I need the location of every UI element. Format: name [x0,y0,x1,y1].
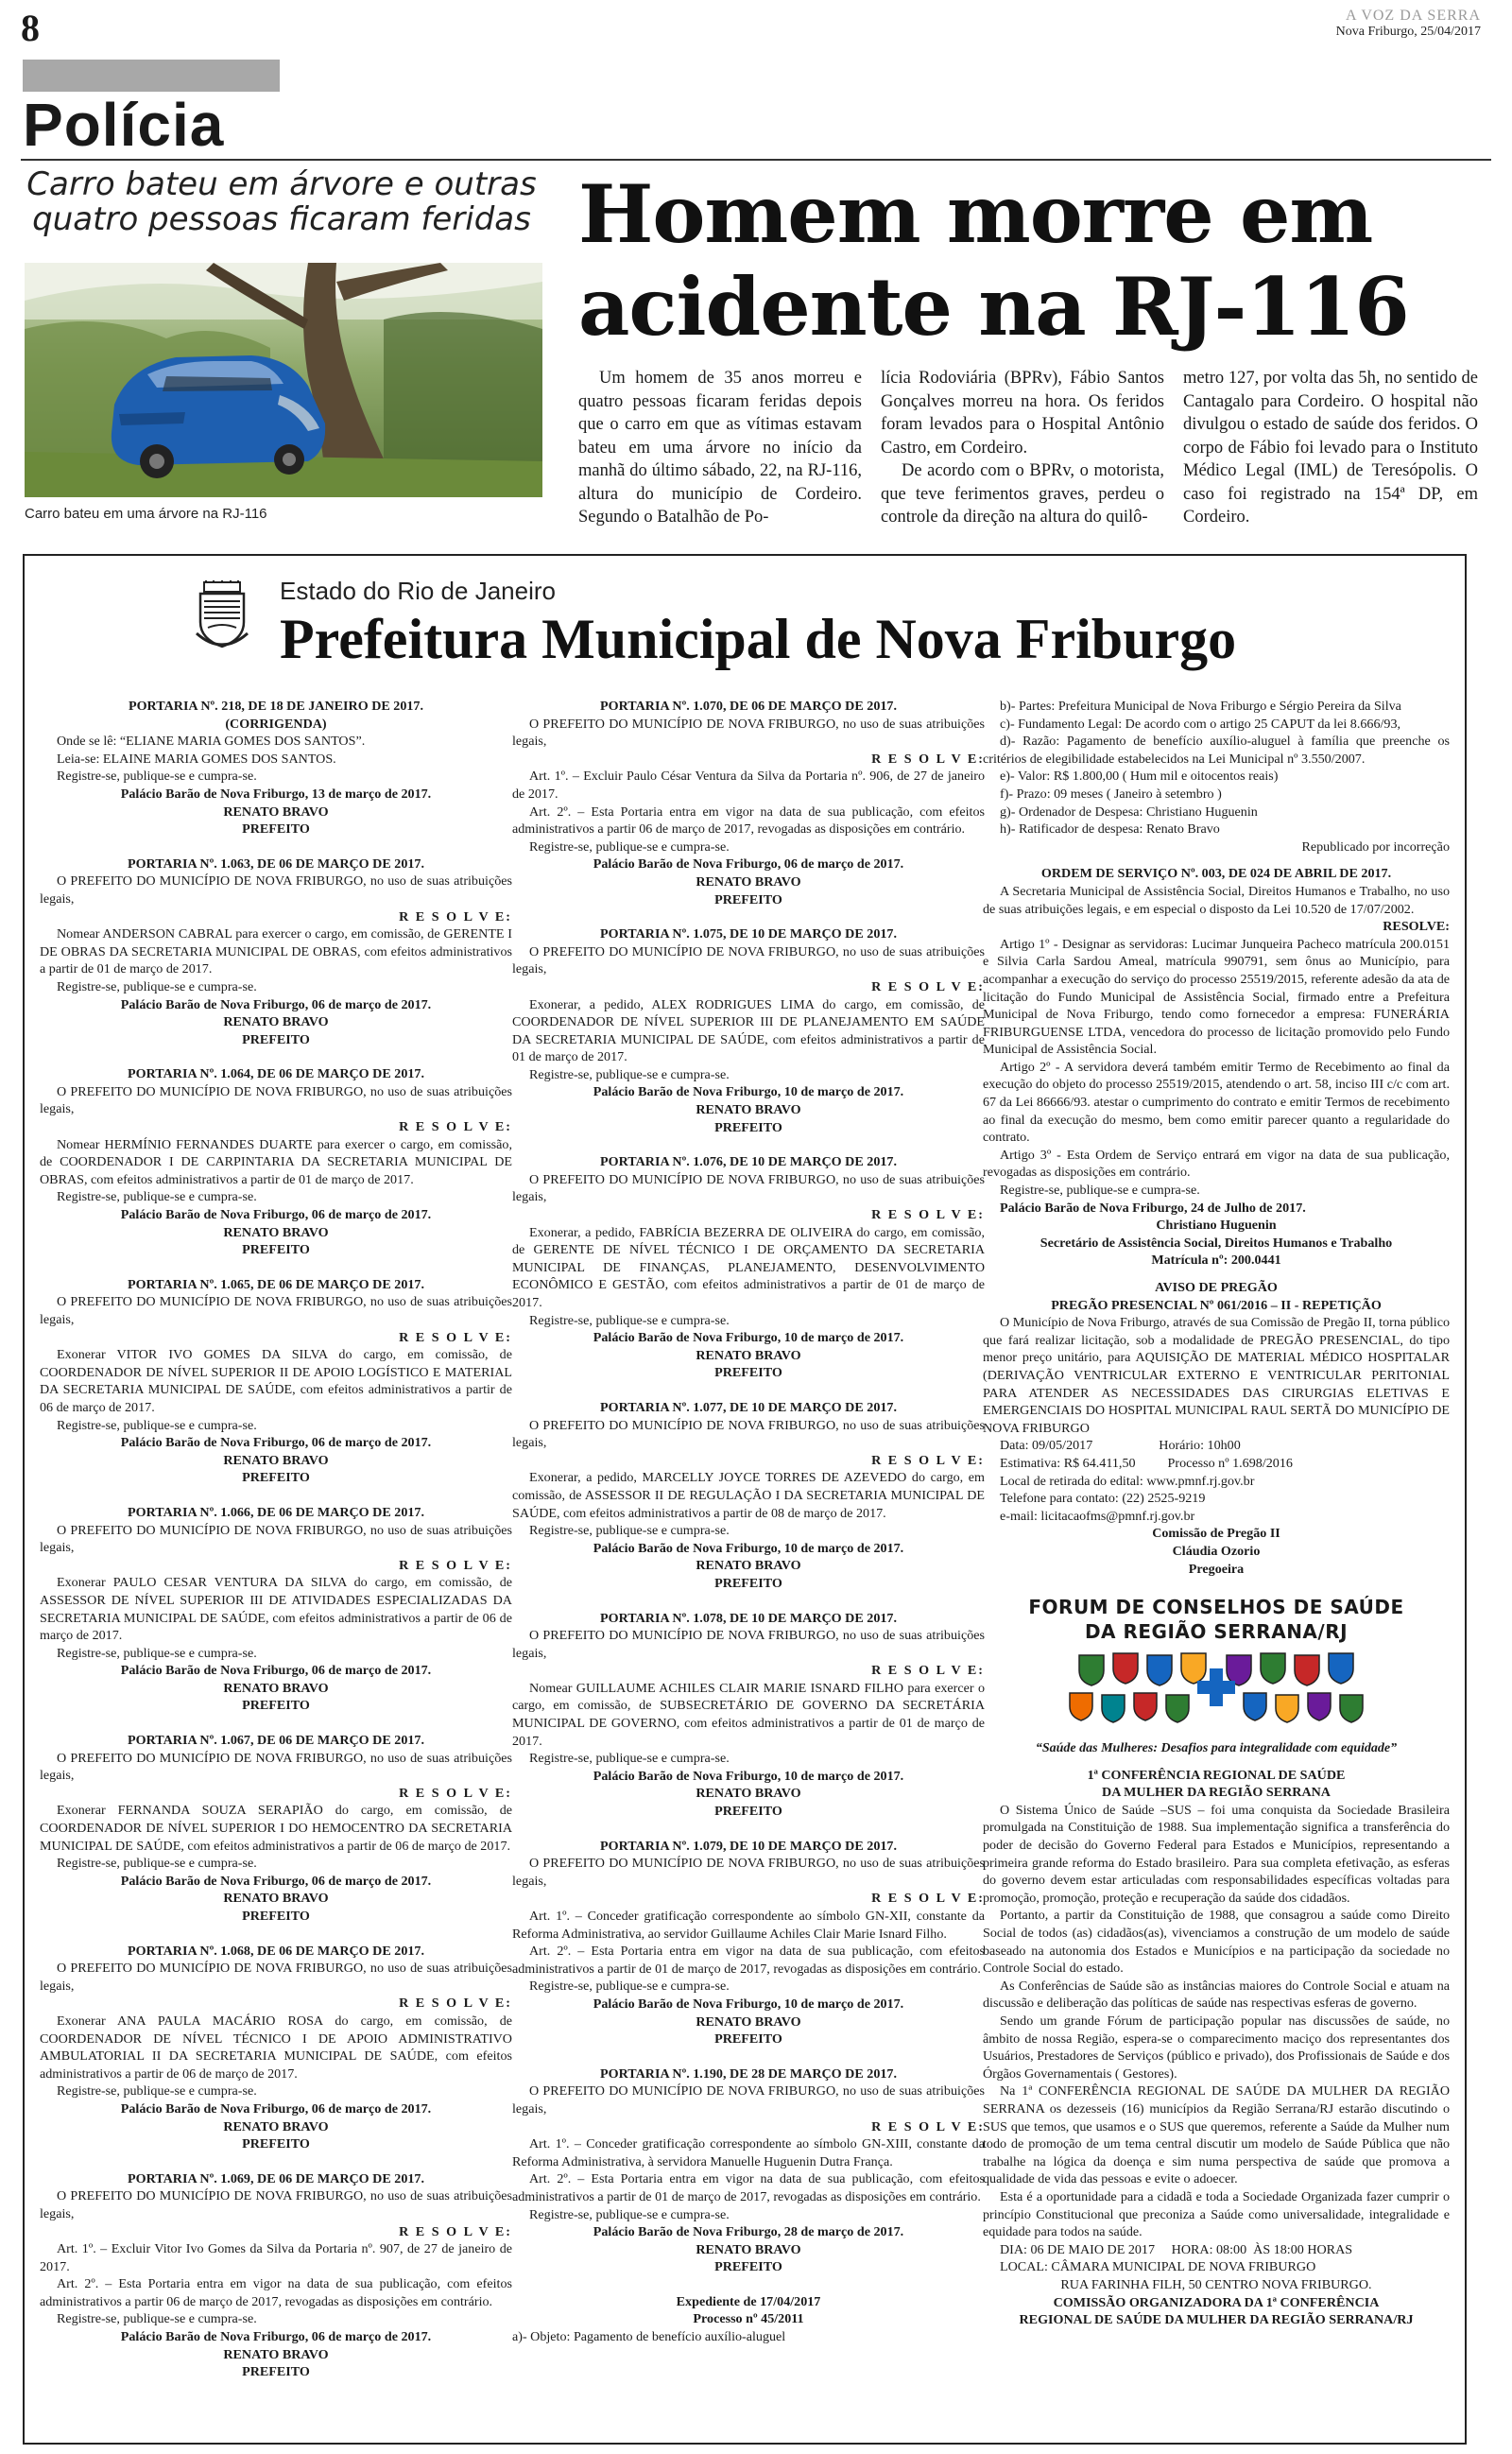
expediente-item: c)- Fundamento Legal: De acordo com o artigo 25 CAPUT da lei 8.666/93, [1000,716,1401,732]
portaria-title: PORTARIA Nº. 1.065, DE 06 DE MARÇO DE 2017. [128,1276,424,1292]
signature-name: RENATO BRAVO [696,1786,801,1802]
portaria-text: Nomear HERMÍNIO FERNANDES DUARTE para exercer o cargo, em comissão, de COORDENADOR I DE CARPINTARIA DA SECRETARIA MUNICIPAL DE OBRAS, com efeitos administrativos a partir de 01 de março de 2017. [40,1136,512,1187]
article-paragraph: Um homem de 35 anos morreu e quatro pessoas ficaram feridas depois que o carro em que as vítimas estavam bateu em uma árvore no início da manhã do último sábado, 22, na RJ-116, altura do município de Cordeiro. Segundo o Batalhão de Po- [578,369,862,527]
article-subheadline: Carro bateu em árvore e outras quatro pessoas ficaram feridas [26,165,537,238]
portaria-line: Registre-se, publique-se e cumpra-se. [57,978,257,994]
signature-name: RENATO BRAVO [223,1014,329,1030]
expediente-item: a)- Objeto: Pagamento de benefício auxílio-aluguel [512,2329,786,2345]
signature-role: PREFEITO [714,2259,782,2275]
portaria-title: PORTARIA Nº. 1.068, DE 06 DE MARÇO DE 2017. [128,1943,424,1959]
state-name: Estado do Rio de Janeiro [280,577,556,605]
portaria-preamble: O PREFEITO DO MUNICÍPIO DE NOVA FRIBURGO, no uso de suas atribuições legais, [512,943,985,977]
notices-column-2 [512,698,985,2346]
palacio-line: Palácio Barão de Nova Friburgo, 10 de março de 2017. [593,1540,904,1556]
signature-name: RENATO BRAVO [696,1558,801,1574]
portaria-text: Exonerar VITOR IVO GOMES DA SILVA do cargo, em comissão, de COORDENADOR DE NÍVEL SUPERIOR II DE APOIO LOGÍSTICO E MATERIAL DA SECRETARIA MUNICIPAL DE SAÚDE, com efeitos administrativos a partir de 06 de março de 2017. [40,1347,512,1415]
article-paragraph: De acordo com o BPRv, o motorista, que teve ferimentos graves, perdeu o controle da direção na altura do quilô- [881,461,1164,527]
aviso-row [983,1455,1450,1473]
portaria-text: Exonerar PAULO CESAR VENTURA DA SILVA do cargo, em comissão, de ASSESSOR DE NÍVEL SUPERIOR III DE ATIVIDADES ESPECIALIZADAS DA SECRETARIA MUNICIPAL DE SAÚDE, com efeitos administrativos a partir de 06 de março de 2017. [40,1575,512,1644]
forum-slogan: “Saúde das Mulheres: Desafios para integralidade com equidade” [1035,1740,1398,1755]
aviso-estimate: Estimativa: R$ 64.411,50 [1000,1455,1136,1471]
portaria-article: Art. 2º. – Esta Portaria entra em vigor na data de sua publicação, com efeitos administrativos a partir de 01 de março de 2017, revogadas as disposições em contrário. [512,1944,985,1977]
signature-role: PREFEITO [714,891,782,907]
article-paragraph: lícia Rodoviária (BPRv), Fábio Santos Gonçalves morreu na hora. Os feridos foram levados para o Hospital Antônio Castro, em Cordeiro. [881,369,1164,458]
resolve-label: R E S O L V E: [871,978,985,994]
palacio-line: Palácio Barão de Nova Friburgo, 06 de março de 2017. [120,1207,432,1223]
portaria-subtitle: (CORRIGENDA) [225,716,327,732]
article-column-1 [578,367,862,529]
section-divider [21,159,1491,161]
signature-name: RENATO BRAVO [696,873,801,890]
signature-role: PREFEITO [714,1119,782,1135]
signature-name: Cláudia Ozorio [1172,1543,1261,1559]
palacio-line: Palácio Barão de Nova Friburgo, 06 de março de 2017. [120,1873,432,1889]
aviso-subtitle: PREGÃO PRESENCIAL Nº 061/2016 – II - REPETIÇÃO [1051,1297,1382,1313]
portaria-article: Art. 2º. – Esta Portaria entra em vigor na data de sua publicação, com efeitos administrativos a partir 06 de março de 2017, revogadas as disposições em contrário. [40,2276,512,2309]
portaria-line: Registre-se, publique-se e cumpra-se. [57,769,257,785]
conference-date: DIA: 06 DE MAIO DE 2017 HORA: 08:00 ÀS 18:00 HORAS [1000,2241,1353,2257]
portaria-line: Registre-se, publique-se e cumpra-se. [57,1645,257,1661]
portaria-title: PORTARIA Nº. 1.066, DE 06 DE MARÇO DE 2017. [128,1504,424,1520]
portaria-title: PORTARIA Nº. 218, DE 18 DE JANEIRO DE 2017. [128,699,424,714]
portaria-title: PORTARIA Nº. 1.064, DE 06 DE MARÇO DE 2017. [128,1066,424,1082]
portaria-title: PORTARIA Nº. 1.070, DE 06 DE MARÇO DE 2017. [600,699,897,714]
crashed-car-image [25,263,542,497]
expediente-item: h)- Ratificador de despesa: Renato Bravo [1000,821,1220,838]
portaria-preamble: O PREFEITO DO MUNICÍPIO DE NOVA FRIBURGO, no uso de suas atribuições legais, [40,1083,512,1117]
ordem-servico-article: Artigo 2º - A servidora deverá também emitir Termo de Recebimento ao final da execução do objeto do processo 25519/2015, atendendo o art. 58, inciso III c/c com art. 67 da Lei 86666/93. atestar o cumprimento do contrato e emitir Termos de recebimento ao final da execução do mesmo, bem como emitir parecer quanto a regularidade do contrato. [983,1059,1450,1146]
resolve-label: R E S O L V E: [399,1557,512,1573]
signature-role: PREFEITO [242,821,310,838]
aviso-line: e-mail: licitacaofms@pmnf.rj.gov.br [1000,1508,1195,1524]
portaria-preamble: O PREFEITO DO MUNICÍPIO DE NOVA FRIBURGO, no uso de suas atribuições legais, [512,1171,985,1205]
palacio-line: Palácio Barão de Nova Friburgo, 06 de março de 2017. [120,2329,432,2345]
portaria-line: Registre-se, publique-se e cumpra-se. [529,838,730,855]
portaria-line: Registre-se, publique-se e cumpra-se. [529,1979,730,1995]
conference-paragraph: Na 1ª CONFERÊNCIA REGIONAL DE SAÚDE DA MULHER DA REGIÃO SERRANA os dezesseis (16) municípios da Região Serrana/RJ estarão discutindo o SUS que temos, que usamos e o SUS que queremos, referente a Saúde da Mulher num todo de promoção de um tema central discutir um modelo de Saúde Pública que não trabalhe na lógica da doença e sim numa perspectiva de saúde que promova a qualidade de vida das pessoas e evite o adoecer. [983,2083,1450,2187]
signature-role: PREFEITO [242,1909,310,1924]
accident-photo [25,263,542,497]
portaria-line: Registre-se, publique-se e cumpra-se. [529,1066,730,1082]
portaria-line: Registre-se, publique-se e cumpra-se. [57,1189,257,1205]
conference-title: DA MULHER DA REGIÃO SERRANA [1102,1785,1331,1801]
signature-name: RENATO BRAVO [696,2241,801,2257]
notices-column-3 [983,698,1450,2329]
resolve-label: R E S O L V E: [871,1452,985,1468]
article-headline: Homem morre em acidente na RJ-116 [578,167,1409,354]
newspaper-name: A VOZ DA SERRA [1345,8,1481,24]
signature-role: PREFEITO [714,2031,782,2048]
portaria-title: PORTARIA Nº. 1.075, DE 10 DE MARÇO DE 2017. [600,926,897,942]
portaria-preamble: O PREFEITO DO MUNICÍPIO DE NOVA FRIBURGO, no uso de suas atribuições legais, [512,2083,985,2117]
city-crest-icon [195,580,249,650]
portaria-text: Exonerar, a pedido, FABRÍCIA BEZERRA DE OLIVEIRA do cargo, em comissão, de GERENTE DE NÍVEL TÉCNICO I DE ORÇAMENTO DA SECRETARIA MUNICIPAL DE FINANÇAS, PLANEJAMENTO, DESENVOLVIMENTO ECONÔMICO E GESTÃO, com efeitos administrativos a partir de 01 de março de 2017. [512,1224,985,1310]
aviso-row [983,1437,1450,1455]
palacio-line: Palácio Barão de Nova Friburgo, 10 de março de 2017. [593,1330,904,1346]
palacio-line: Palácio Barão de Nova Friburgo, 24 de Julho de 2017. [1000,1200,1306,1216]
portaria-title: PORTARIA Nº. 1.069, DE 06 DE MARÇO DE 2017. [128,2170,424,2186]
signature-role: Pregoeira [1188,1561,1245,1577]
portaria-line: Registre-se, publique-se e cumpra-se. [529,1523,730,1539]
resolve-label: R E S O L V E: [399,2223,512,2239]
page-number: 8 [21,7,40,49]
signature-role: PREFEITO [242,1470,310,1486]
portaria-article: Art. 1º. – Conceder gratificação correspondente ao símbolo GN-XII, constante da Reforma Administrativa, ao servidor Guillaume Achiles Clair Marie Isnard Filho. [512,1909,985,1942]
prefeitura-title: Prefeitura Municipal de Nova Friburgo [280,608,1237,670]
expediente-title: Expediente de 17/04/2017 [676,2293,821,2309]
expediente-item: g)- Ordenador de Despesa: Christiano Huguenin [1000,804,1258,820]
portaria-title: PORTARIA Nº. 1.067, DE 06 DE MARÇO DE 2017. [128,1733,424,1749]
portaria-text: Exonerar ANA PAULA MACÁRIO ROSA do cargo, em comissão, de COORDENADOR DE NÍVEL TÉCNICO I DE APOIO ADMINISTRATIVO AMBULATORIAL II DA SECRETARIA MUNICIPAL DE SAÚDE, com efeitos administrativos a partir de 06 de março de 2017. [40,2013,512,2082]
palacio-line: Palácio Barão de Nova Friburgo, 06 de março de 2017. [593,856,904,873]
portaria-line: Registre-se, publique-se e cumpra-se. [529,2206,730,2222]
signature-matricula: Matrícula nº: 200.0441 [1151,1253,1281,1269]
conference-paragraph: As Conferências de Saúde são as instâncias maiores do Controle Social e atuam na discussão e deliberação das políticas de saúde nas respectivas esferas de governo. [983,1978,1450,2012]
palacio-line: Palácio Barão de Nova Friburgo, 28 de março de 2017. [593,2224,904,2240]
resolve-label: R E S O L V E: [399,1329,512,1345]
signature-name: RENATO BRAVO [223,1452,329,1468]
resolve-label: R E S O L V E: [871,751,985,767]
notices-column-1 [40,698,512,2381]
article-column-2 [881,367,1164,529]
portaria-preamble: O PREFEITO DO MUNICÍPIO DE NOVA FRIBURGO, no uso de suas atribuições legais, [40,1750,512,1784]
portaria-line: Onde se lê: “ELIANE MARIA GOMES DOS SANTOS”. [57,734,366,750]
palacio-line: Palácio Barão de Nova Friburgo, 06 de março de 2017. [120,1435,432,1451]
portaria-article: Art. 2º. – Esta Portaria entra em vigor na data de sua publicação, com efeitos administrativos a partir 06 de março de 2017, revogadas as disposições em contrário. [512,804,985,838]
signature-role: PREFEITO [242,1031,310,1047]
portaria-line: Registre-se, publique-se e cumpra-se. [529,1312,730,1328]
portaria-preamble: O PREFEITO DO MUNICÍPIO DE NOVA FRIBURGO, no uso de suas atribuições legais, [40,873,512,907]
photo-caption: Carro bateu em uma árvore na RJ-116 [25,506,267,522]
aviso-text: O Município de Nova Friburgo, através de sua Comissão de Pregão II, torna público que fará realizar licitação, sob a modalidade de PREGÃO PRESENCIAL, do tipo menor preço unitário, para AQUISIÇÃO DE MATERIAL MÉDICO HOSPITALAR (DERIVAÇÃO VENTRICULAR EXTERNO E VENTRICULAR PERITONIAL PARA ATENDER AS NECESSIDADES DAS CIRURGIAS ELETIVAS E EMERGENCIAIS DO HOSPITAL MUNICIPAL RAUL SERTÃ DO MUNICÍPIO DE NOVA FRIBURGO [983,1315,1450,1436]
aviso-title: AVISO DE PREGÃO [1155,1280,1278,1295]
palacio-line: Palácio Barão de Nova Friburgo, 06 de março de 2017. [120,996,432,1012]
aviso-line: Local de retirada do edital: www.pmnf.rj.gov.br [1000,1473,1255,1489]
portaria-line: Leia-se: ELAINE MARIA GOMES DOS SANTOS. [57,751,336,767]
signature-name: RENATO BRAVO [223,1680,329,1696]
signature-name: Christiano Huguenin [1156,1218,1277,1234]
portaria-article: Art. 1º. – Excluir Vitor Ivo Gomes da Silva da Portaria nº. 907, de 27 de janeiro de 2017. [40,2241,512,2274]
expediente-item: f)- Prazo: 09 meses ( Janeiro à setembro ) [1000,786,1222,802]
palacio-line: Palácio Barão de Nova Friburgo, 10 de março de 2017. [593,1084,904,1100]
portaria-line: Registre-se, publique-se e cumpra-se. [57,1856,257,1872]
forum-title-line: FORUM DE CONSELHOS DE SAÚDE [1028,1596,1404,1619]
portaria-title: PORTARIA Nº. 1.076, DE 10 DE MARÇO DE 2017. [600,1154,897,1170]
ordem-servico-title: ORDEM DE SERVIÇO Nº. 003, DE 024 DE ABRIL DE 2017. [1040,866,1392,882]
conference-title: 1ª CONFERÊNCIA REGIONAL DE SAÚDE [1087,1767,1346,1783]
signature-name: RENATO BRAVO [223,804,329,820]
portaria-article: Art. 1º. – Conceder gratificação correspondente ao símbolo GN-XIII, constante da Reforma Administrativa, à servidora Manuelle Huguenin Dutra França. [512,2136,985,2169]
portaria-line: Registre-se, publique-se e cumpra-se. [57,1417,257,1433]
palacio-line: Palácio Barão de Nova Friburgo, 06 de março de 2017. [120,2100,432,2117]
resolve-label: R E S O L V E: [871,1663,985,1679]
conference-paragraph: O Sistema Único de Saúde –SUS – foi uma conquista da Sociedade Brasileira promulgada na Constituição de 1988. Sua implementação significa a transferência do poder de decisão do Governo Federal para Estados e Municípios, representando a primeira grande reforma do Estado brasileiro. Para sua completa efetivação, as esferas do governo devem estar articuladas com responsabilidades específicas voltadas para promoção, promoção, proteção e recuperação da saúde dos cidadãos. [983,1802,1450,1906]
portaria-line: Registre-se, publique-se e cumpra-se. [1000,1183,1200,1199]
signature-role: PREFEITO [714,1575,782,1591]
signature-name: RENATO BRAVO [223,1224,329,1240]
forum-title [983,1595,1450,1644]
portaria-title: PORTARIA Nº. 1.063, DE 06 DE MARÇO DE 2017. [128,855,424,872]
expediente-item: b)- Partes: Prefeitura Municipal de Nova Friburgo e Sérgio Pereira da Silva [1000,699,1401,714]
resolve-label: R E S O L V E: [871,1891,985,1907]
portaria-line: Registre-se, publique-se e cumpra-se. [57,2311,257,2327]
signature-role: Comissão de Pregão II [1152,1526,1280,1542]
ordem-servico-article: Artigo 3º - Esta Ordem de Serviço entrará em vigor na data de sua publicação, revogadas as disposições em contrário. [983,1147,1450,1181]
conference-paragraph: Sendo um grande Fórum de participação popular nas discussões de saúde, no âmbito de nossa Região, espera-se o comparecimento maciço dos representantes dos Usuários, Prestadores de Serviços (público e privado), dos Profissionais de Saúde e dos Órgãos Governamentais ( Gestores). [983,2013,1450,2082]
signature-name: RENATO BRAVO [223,2346,329,2362]
resolve-label: RESOLVE: [1383,919,1450,935]
conference-address: RUA FARINHA FILH, 50 CENTRO NOVA FRIBURGO. [1060,2276,1372,2292]
portaria-article: Art. 1º. – Excluir Paulo César Ventura da Silva da Portaria nº. 906, de 27 de janeiro de 2017. [512,769,985,802]
portaria-preamble: O PREFEITO DO MUNICÍPIO DE NOVA FRIBURGO, no uso de suas atribuições legais, [40,1294,512,1327]
signature-name: RENATO BRAVO [223,2118,329,2134]
conference-organizer: REGIONAL DE SAÚDE DA MULHER DA REGIÃO SERRANA/RJ [1019,2312,1414,2328]
resolve-label: R E S O L V E: [871,1207,985,1223]
section-bar [23,60,280,92]
portaria-title: PORTARIA Nº. 1.190, DE 28 DE MARÇO DE 2017. [600,2065,897,2082]
signature-name: RENATO BRAVO [223,1891,329,1907]
expediente-item: d)- Razão: Pagamento de benefício auxílio-aluguel à família que preenche os critérios de elegibilidade estabelecidos na Lei Municipal nº 3.550/2007. [983,734,1450,767]
issue-date: Nova Friburgo, 25/04/2017 [1335,25,1481,39]
portaria-preamble: O PREFEITO DO MUNICÍPIO DE NOVA FRIBURGO, no uso de suas atribuições legais, [40,1961,512,1994]
palacio-line: Palácio Barão de Nova Friburgo, 10 de março de 2017. [593,1996,904,2012]
forum-title-line: DA REGIÃO SERRANA/RJ [1084,1620,1349,1644]
portaria-article: Art. 2º. – Esta Portaria entra em vigor na data de sua publicação, com efeitos administrativos a partir de 01 de março de 2017, revogadas as disposições em contrário. [512,2171,985,2204]
expediente-process: Processo nº 45/2011 [693,2311,804,2327]
conference-location: LOCAL: CÂMARA MUNICIPAL DE NOVA FRIBURGO [1000,2259,1316,2275]
conference-paragraph: Esta é a oportunidade para a cidadã e toda a Sociedade Organizada fazer cumprir o princípio Constitucional que preconiza a Saúde como universalidade, integralidade e equidade para todos na saúde. [983,2188,1450,2240]
aviso-line: Telefone para contato: (22) 2525-9219 [1000,1491,1206,1507]
portaria-preamble: O PREFEITO DO MUNICÍPIO DE NOVA FRIBURGO, no uso de suas atribuições legais, [512,716,985,750]
aviso-process: Processo nº 1.698/2016 [1167,1455,1293,1471]
forum-announcement [983,1595,1450,1757]
resolve-label: R E S O L V E: [399,908,512,925]
conference-organizer: COMISSÃO ORGANIZADORA DA 1ª CONFERÊNCIA [1053,2294,1380,2310]
resolve-label: R E S O L V E: [871,2118,985,2134]
portaria-text: Exonerar, a pedido, ALEX RODRIGUES LIMA do cargo, em comissão, de COORDENADOR DE NÍVEL SUPERIOR III DE PLANEJAMENTO EM SAÚDE DA SECRETARIA MUNICIPAL DE SAÚDE, com efeitos administrativos a partir de 01 de março de 2017. [512,996,985,1065]
portaria-title: PORTARIA Nº. 1.078, DE 10 DE MARÇO DE 2017. [600,1610,897,1626]
portaria-text: Nomear ANDERSON CABRAL para exercer o cargo, em comissão, de GERENTE I DE OBRAS DA SECRETARIA MUNICIPAL DE OBRAS, com efeitos administrativos a partir de 01 de março de 2017. [40,926,512,977]
resolve-label: R E S O L V E: [399,1119,512,1135]
palacio-line: Palácio Barão de Nova Friburgo, 06 de março de 2017. [120,1663,432,1679]
signature-name: RENATO BRAVO [696,2013,801,2030]
portaria-title: PORTARIA Nº. 1.077, DE 10 DE MARÇO DE 2017. [600,1399,897,1415]
portaria-preamble: O PREFEITO DO MUNICÍPIO DE NOVA FRIBURGO, no uso de suas atribuições legais, [40,1522,512,1556]
signature-role: PREFEITO [714,1804,782,1820]
signature-role: PREFEITO [242,1698,310,1714]
aviso-time: Horário: 10h00 [1159,1438,1241,1454]
section-title: Polícia [23,91,225,159]
portaria-preamble: O PREFEITO DO MUNICÍPIO DE NOVA FRIBURGO, no uso de suas atribuições legais, [512,1856,985,1889]
portaria-preamble: O PREFEITO DO MUNICÍPIO DE NOVA FRIBURGO, no uso de suas atribuições legais, [40,2188,512,2221]
expediente-item: e)- Valor: R$ 1.800,00 ( Hum mil e oitocentos reais) [1000,769,1279,785]
conference-paragraph: Portanto, a partir da Constituição de 1988, que consagrou a saúde como Direito Social de todos (as) cidadãos(as), vivenciamos a construção de um modelo de saúde baseado na autonomia dos Estados e Municípios e na participação da sociedade no Controle Social do estado. [983,1908,1450,1977]
signature-role: PREFEITO [242,2136,310,2152]
portaria-text: Nomear GUILLAUME ACHILES CLAIR MARIE ISNARD FILHO para exercer o cargo, em comissão, de SUBSECRETÁRIO DE GOVERNO DA SECRETÁRIA MUNICIPAL DE GOVERNO, com efeitos administrativos a partir de 01 de março de 2017. [512,1680,985,1749]
resolve-label: R E S O L V E: [399,1785,512,1801]
portaria-preamble: O PREFEITO DO MUNICÍPIO DE NOVA FRIBURGO, no uso de suas atribuições legais, [512,1628,985,1661]
resolve-label: R E S O L V E: [399,1996,512,2012]
aviso-date: Data: 09/05/2017 [1000,1438,1093,1454]
republicado-note: Republicado por incorreção [1301,838,1450,855]
article-column-3 [1183,367,1478,529]
signature-name: RENATO BRAVO [696,1102,801,1118]
article-paragraph: metro 127, por volta das 5h, no sentido de Cantagalo para Cordeiro. O hospital não divulgou o estado de saúde dos feridos. O corpo de Fábio foi levado para o Instituto Médico Legal (IML) de Teresópolis. O caso foi registrado na 154ª DP, em Cordeiro. [1183,369,1478,527]
portaria-text: Exonerar, a pedido, MARCELLY JOYCE TORRES DE AZEVEDO do cargo, em comissão, de ASSESSOR II DE REGULAÇÃO I DA SECRETARIA MUNICIPAL DE SAÚDE, com efeitos administrativos a partir de 08 de março de 2017. [512,1470,985,1521]
palacio-line: Palácio Barão de Nova Friburgo, 10 de março de 2017. [593,1768,904,1784]
palacio-line: Palácio Barão de Nova Friburgo, 13 de março de 2017. [120,786,432,802]
signature-role: PREFEITO [242,1242,310,1258]
signature-role: Secretário de Assistência Social, Direitos Humanos e Trabalho [1040,1235,1393,1251]
signature-role: PREFEITO [242,2364,310,2380]
portaria-preamble: O PREFEITO DO MUNICÍPIO DE NOVA FRIBURGO, no uso de suas atribuições legais, [512,1417,985,1451]
portaria-line: Registre-se, publique-se e cumpra-se. [529,1751,730,1767]
portaria-title: PORTARIA Nº. 1.079, DE 10 DE MARÇO DE 2017. [600,1838,897,1854]
ordem-servico-intro: A Secretaria Municipal de Assistência Social, Direitos Humanos e Trabalho, no uso de suas atribuições legais, e em especial o disposto da Lei 10.520 de 17/07/2002. [983,883,1450,917]
portaria-text: Exonerar FERNANDA SOUZA SERAPIÃO do cargo, em comissão, de COORDENADOR DE NÍVEL SUPERIOR I DO HEMOCENTRO DA SECRETARIA MUNICIPAL DE SAÚDE, com efeitos administrativos a partir de 06 de março de 2017. [40,1803,512,1854]
ordem-servico-article: Artigo 1º - Designar as servidoras: Lucimar Junqueira Pacheco matrícula 200.0151 e Silvia Carla Sardou Ameal, matrícula 990791, sem ônus ao Município, para acompanhar a execução do serviço do processo 25519/2015, referente adesão da ata de licitação do Fundo Municipal de Assistência Social, firmado entre a Prefeitura Municipal de Nova Friburgo, tendo como fornecedor a empresa: FUNERÁRIA FRIBURGUENSE LTDA, vencedora do processo de licitação promovido pelo Fundo Municipal de Assistência Social. [983,936,1450,1058]
signature-name: RENATO BRAVO [696,1347,801,1363]
signature-role: PREFEITO [714,1365,782,1381]
municipal-crests-logo [1041,1650,1391,1731]
portaria-line: Registre-se, publique-se e cumpra-se. [57,2083,257,2100]
